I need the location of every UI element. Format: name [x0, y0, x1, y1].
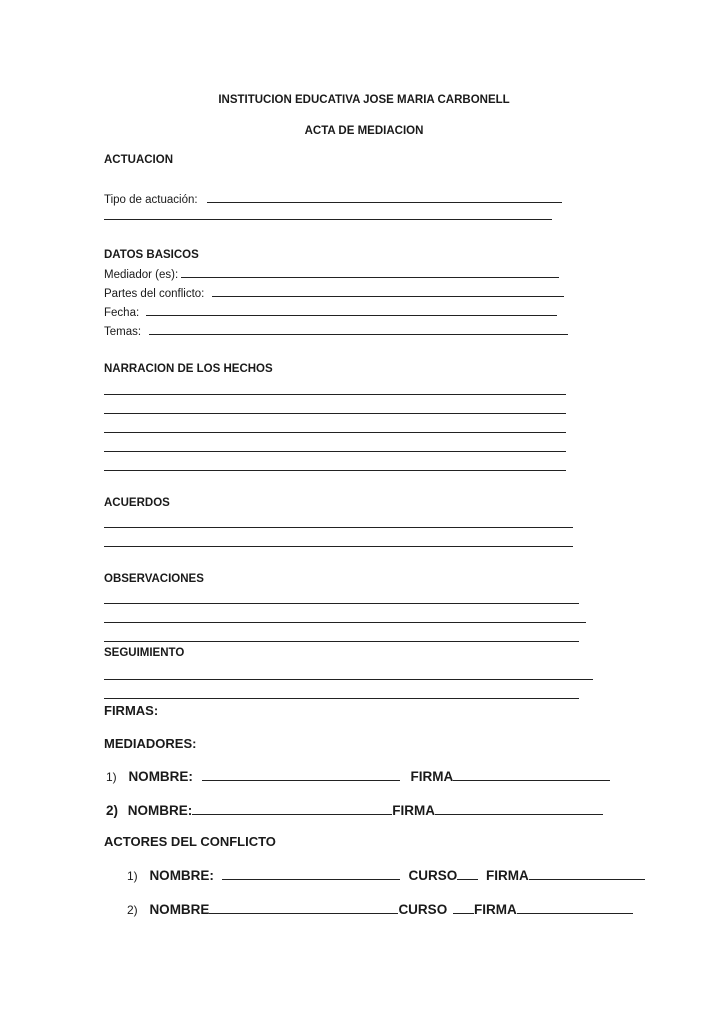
- mediador-2-number: 2): [106, 803, 119, 818]
- section-seguimiento-heading: SEGUIMIENTO: [104, 647, 185, 659]
- temas-blank[interactable]: [149, 323, 568, 335]
- document-title: ACTA DE MEDIACION: [304, 125, 424, 137]
- actor-2-firma-label: FIRMA: [473, 902, 517, 917]
- section-actuacion-heading: ACTUACION: [104, 154, 173, 166]
- actor-1-nombre-label: NOMBRE:: [149, 868, 214, 883]
- narracion-line-4[interactable]: [104, 451, 566, 452]
- section-observaciones-heading: OBSERVACIONES: [104, 573, 204, 585]
- section-firmas-heading: FIRMAS:: [104, 703, 159, 718]
- mediador-2-nombre-label: NOMBRE:: [127, 803, 193, 818]
- tipo-actuacion-label: Tipo de actuación:: [104, 194, 198, 206]
- actor-2-firma-blank[interactable]: [517, 902, 633, 914]
- fecha-field[interactable]: [104, 304, 557, 320]
- actor-1-firma-label: FIRMA: [486, 868, 529, 883]
- narracion-line-2[interactable]: [104, 413, 566, 414]
- narracion-line-1[interactable]: [104, 394, 566, 395]
- mediador-1-row[interactable]: [106, 768, 610, 786]
- fecha-label: Fecha:: [104, 307, 140, 319]
- actor-1-number: 1): [127, 869, 138, 883]
- narracion-line-3[interactable]: [104, 432, 566, 433]
- section-datos-heading: DATOS BASICOS: [104, 249, 199, 261]
- acuerdos-line-2[interactable]: [104, 546, 573, 547]
- mediadores-heading: MEDIADORES:: [104, 736, 197, 751]
- mediador-1-firma-blank[interactable]: [453, 769, 610, 781]
- seguimiento-line-2[interactable]: [104, 698, 579, 699]
- fecha-blank[interactable]: [146, 304, 557, 316]
- mediador-2-row[interactable]: [106, 802, 603, 819]
- actores-heading: ACTORES DEL CONFLICTO: [104, 834, 276, 849]
- section-narracion-heading: NARRACION DE LOS HECHOS: [104, 363, 273, 375]
- actor-2-nombre-label: NOMBRE: [149, 902, 210, 917]
- observaciones-line-3[interactable]: [104, 641, 579, 642]
- actor-1-row[interactable]: [127, 867, 645, 885]
- mediador-2-nombre-blank[interactable]: [192, 803, 392, 815]
- actor-2-number: 2): [127, 903, 138, 917]
- tipo-actuacion-blank[interactable]: [207, 191, 562, 203]
- mediador-1-nombre-blank[interactable]: [202, 769, 400, 781]
- actor-2-row[interactable]: [127, 901, 633, 919]
- section-acuerdos-heading: ACUERDOS: [104, 497, 170, 509]
- mediador-1-number: 1): [106, 770, 117, 784]
- partes-label: Partes del conflicto:: [104, 288, 205, 300]
- mediador-2-firma-label: FIRMA: [392, 803, 436, 818]
- actor-1-firma-blank[interactable]: [529, 868, 645, 880]
- acuerdos-line-1[interactable]: [104, 527, 573, 528]
- partes-field[interactable]: [104, 285, 564, 301]
- mediador-label: Mediador (es):: [104, 269, 179, 281]
- mediador-blank[interactable]: [181, 266, 559, 278]
- narracion-line-5[interactable]: [104, 470, 566, 471]
- observaciones-line-1[interactable]: [104, 603, 579, 604]
- temas-label: Temas:: [104, 326, 142, 338]
- mediador-field[interactable]: [104, 266, 559, 282]
- actor-2-nombre-blank[interactable]: [209, 902, 398, 914]
- partes-blank[interactable]: [212, 285, 564, 297]
- mediador-2-firma-blank[interactable]: [435, 803, 603, 815]
- institution-name: INSTITUCION EDUCATIVA JOSE MARIA CARBONELL: [218, 94, 510, 106]
- mediador-1-nombre-label: NOMBRE:: [128, 769, 193, 784]
- actor-1-curso-label: CURSO: [408, 868, 458, 883]
- tipo-actuacion-field[interactable]: [104, 191, 562, 207]
- actor-1-curso-blank[interactable]: [457, 868, 478, 880]
- actor-1-nombre-blank[interactable]: [222, 868, 400, 880]
- actor-2-curso-blank[interactable]: [453, 902, 474, 914]
- temas-field[interactable]: [104, 323, 568, 339]
- actor-2-curso-label: CURSO: [398, 902, 448, 917]
- observaciones-line-2[interactable]: [104, 622, 586, 623]
- mediador-1-firma-label: FIRMA: [410, 769, 454, 784]
- tipo-actuacion-line-2[interactable]: [104, 219, 552, 220]
- seguimiento-line-1[interactable]: [104, 679, 593, 680]
